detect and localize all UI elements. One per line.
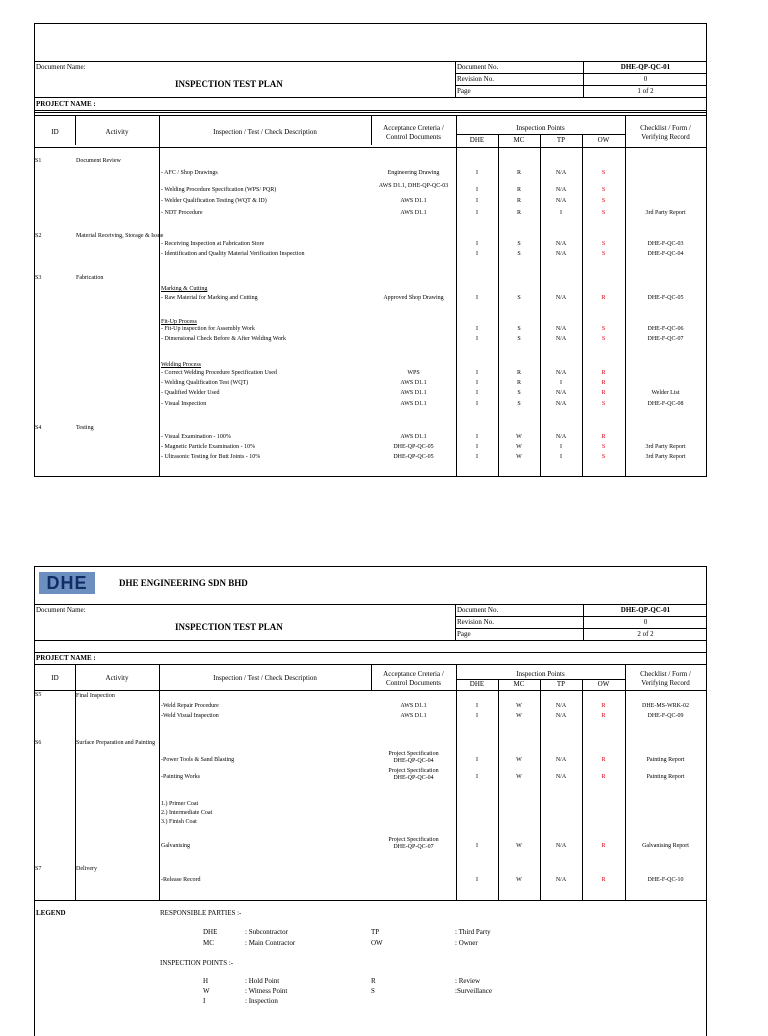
row-point-tp: N/A — [555, 326, 567, 332]
row-point-tp: N/A — [555, 774, 567, 780]
row-criteria: AWS D1.1 — [400, 210, 427, 216]
coat-item: 3.) Finish Coat — [161, 819, 197, 825]
row-point-mc: R — [516, 187, 521, 193]
row-description: - Magnetic Particle Examination - 10% — [161, 444, 256, 450]
row-point-dhe: I — [476, 401, 478, 407]
row-description: - Welding Qualification Test (WQT) — [161, 380, 249, 386]
legend-code: R — [371, 977, 376, 985]
row-point-dhe: I — [476, 454, 478, 460]
row-point-dhe: I — [476, 444, 478, 450]
row-point-mc: W — [516, 774, 522, 780]
row-description: -Power Tools & Sand Blasting — [161, 757, 235, 763]
legend-code: DHE — [203, 928, 218, 936]
row-description: - Visual Inspection — [161, 401, 207, 407]
section-activity: Document Review — [76, 158, 121, 164]
company-name: DHE ENGINEERING SDN BHD — [119, 578, 248, 588]
revision-number: 0 — [643, 618, 648, 626]
page-label: Page — [457, 87, 471, 95]
row-point-dhe: I — [476, 843, 478, 849]
row-point-ow: R — [601, 370, 606, 376]
row-record: DHE-F-QC-09 — [647, 713, 684, 719]
row-record: Painting Report — [646, 774, 685, 780]
row-point-tp: N/A — [555, 241, 567, 247]
legend-desc: : Third Party — [455, 928, 491, 936]
section-activity: Testing — [76, 425, 94, 431]
section-id: S1 — [35, 158, 42, 164]
row-criteria: AWS D1.1, DHE-QP-QC-03 — [378, 183, 449, 189]
project-name-label: PROJECT NAME : — [36, 654, 96, 662]
document-number-label: Document No. — [457, 63, 499, 71]
row-point-ow: R — [601, 295, 606, 301]
row-point-tp: N/A — [555, 713, 567, 719]
col-header-description: Inspection / Test / Check Description — [213, 674, 317, 682]
col-header-tp: TP — [556, 136, 566, 144]
row-point-tp: N/A — [555, 187, 567, 193]
row-point-tp: N/A — [555, 370, 567, 376]
row-record: DHE-F-QC-03 — [647, 241, 684, 247]
row-point-ow: S — [601, 187, 606, 193]
row-point-dhe: I — [476, 877, 478, 883]
row-point-dhe: I — [476, 198, 478, 204]
row-point-tp: N/A — [555, 434, 567, 440]
revision-label: Revision No. — [457, 75, 494, 83]
row-point-dhe: I — [476, 757, 478, 763]
row-point-mc: W — [516, 703, 522, 709]
row-criteria: Project Specification — [388, 751, 439, 757]
section-activity: Delivery — [76, 866, 97, 872]
row-point-tp: N/A — [555, 336, 567, 342]
row-criteria: DHE-QP-QC-04 — [393, 758, 434, 764]
row-record: 3rd Party Report — [645, 210, 686, 216]
row-point-ow: S — [601, 326, 606, 332]
row-description: - Qualified Welder Used — [161, 390, 220, 396]
row-point-dhe: I — [476, 703, 478, 709]
document-name-label: Document Name: — [36, 63, 86, 71]
company-logo: DHE — [39, 572, 95, 594]
row-point-dhe: I — [476, 241, 478, 247]
row-criteria: AWS D1.1 — [400, 401, 427, 407]
col-header-activity: Activity — [105, 674, 129, 682]
row-description: - Ultrasonic Testing for Butt Joints - 10% — [161, 454, 261, 460]
row-point-mc: S — [517, 390, 521, 396]
row-point-mc: W — [516, 454, 522, 460]
row-point-tp: N/A — [555, 295, 567, 301]
row-point-dhe: I — [476, 170, 478, 176]
row-point-mc: R — [516, 210, 521, 216]
col-header-mc: MC — [513, 136, 525, 144]
legend-code: MC — [203, 939, 214, 947]
row-point-ow: S — [601, 251, 606, 257]
row-criteria: AWS D1.1 — [400, 380, 427, 386]
row-point-dhe: I — [476, 187, 478, 193]
section-id: S2 — [35, 233, 42, 239]
row-point-ow: S — [601, 401, 606, 407]
row-record: DHE-MS-WRK-02 — [642, 703, 689, 709]
row-criteria: DHE-QP-QC-05 — [393, 444, 434, 450]
row-record: 3rd Party Report — [645, 444, 686, 450]
legend-desc: : Hold Point — [245, 977, 280, 985]
legend-desc: : Witness Point — [245, 987, 288, 995]
document-number: DHE-QP-QC-01 — [620, 63, 671, 71]
row-description: Galvanising — [161, 843, 190, 849]
col-header-activity: Activity — [105, 128, 129, 136]
col-header-dhe: DHE — [469, 680, 485, 688]
row-description: - Receiving Inspection at Fabrication Store — [161, 241, 265, 247]
row-point-tp: N/A — [555, 170, 567, 176]
legend-parties-title: RESPONSIBLE PARTIES :- — [160, 909, 242, 917]
section-id: S3 — [35, 275, 42, 281]
row-point-mc: R — [516, 198, 521, 204]
col-header-inspection-points: Inspection Points — [516, 670, 565, 678]
itp-sheet-page-2: DHE DHE ENGINEERING SDN BHD Document Name: INSPECTION TEST PLAN Document No. Revision No. Page DHE-QP-QC-01 0 2 of 2 PROJECT NAME : ID Activity Inspection / Test / Check Description Acceptance Creteria / Control Documents Inspection Points DHE MC TP OW Checklist / Form / Verifying Record S5 Final Inspection S6 Surface Preparation and Painting S7 Delivery 1.) Primer Coat 2.) Intermediate Coat 3.) Finish Coat -Weld Repair Procedure AWS D1.1 I W N/A R DHE-MS-WRK-02 -Weld Visual Inspection AWS D1.1 I W N/A R DHE-F-QC-09 -Power Tools & Sand Blasting Project Specification DHE-QP-QC-04 I W N/A R Painting Report -Painting Works Project Specification DHE-QP-QC-04 I W N/A R Painting Report Galvanising Project Specification DHE-QP-QC-07 I W N/A R Galvanising Report -Release Record I W N/A R DHE-F-QC-10 LEGEND RESPONSIBLE PARTIES :- DHE : Subcontractor TP : Third Party MC : Main Contractor OW : Owner INSPECTION POINTS :- H : Hold Point R : Review W : Witness Point S :Surveillance I : Inspection — [34, 566, 707, 1036]
row-criteria: AWS D1.1 — [400, 198, 427, 204]
section-id: S7 — [35, 866, 42, 872]
legend-desc: : Main Contractor — [245, 939, 296, 947]
row-point-mc: S — [517, 326, 521, 332]
row-point-dhe: I — [476, 713, 478, 719]
row-description: -Release Record — [161, 877, 201, 883]
row-criteria: DHE-QP-QC-05 — [393, 454, 434, 460]
row-point-tp: N/A — [555, 251, 567, 257]
row-record: DHE-F-QC-07 — [647, 336, 684, 342]
row-point-dhe: I — [476, 326, 478, 332]
row-record: DHE-F-QC-04 — [647, 251, 684, 257]
row-description: - NDT Procedure — [161, 210, 203, 216]
row-point-mc: R — [516, 170, 521, 176]
legend-points-title: INSPECTION POINTS :- — [160, 959, 234, 967]
row-point-mc: S — [517, 401, 521, 407]
row-record: Painting Report — [646, 757, 685, 763]
row-point-mc: W — [516, 757, 522, 763]
col-header-inspection-points: Inspection Points — [516, 124, 565, 132]
row-point-ow: S — [601, 241, 606, 247]
row-point-tp: N/A — [555, 401, 567, 407]
row-point-dhe: I — [476, 251, 478, 257]
row-point-ow: S — [601, 444, 606, 450]
row-point-dhe: I — [476, 295, 478, 301]
legend-code: W — [203, 987, 210, 995]
row-point-ow: S — [601, 454, 606, 460]
itp-sheet-page-1: Document Name: INSPECTION TEST PLAN Document No. Revision No. Page DHE-QP-QC-01 0 1 of 2 PROJECT NAME : ID Activity Inspection / Test / Check Description Acceptance Creteria / Control Documents Inspection Points DHE MC TP OW Checklist / Form / Verifying Record S1 Document Review S2 Material Receiving, Storage & Issue S3 Fabrication S4 Testing Marking & Cutting Fit-Up Process Welding Process - AFC / Shop Drawings Engineering Drawing I R N/A S - Welding Procedure Specification (WPS/ PQR) AWS D1.1, DHE-QP-QC-03 I R N/A S - Welder Qualification Testing (WQT & ID) AWS D1.1 I R N/A S - NDT Procedure AWS D1.1 I R I S 3rd Party Report - Receiving Inspection at Fabrication Store I S N/A S DHE-F-QC-03 - Identification and Quality Material Verification Inspection I S N/A S DHE-F-QC-04 - Raw Material for Marking and Cutting Approved Shop Drawing I S N/A R DHE-F-QC-05 - Fit-Up inspection for Assembly Work I S N/A S DHE-F-QC-06 - Dimensional Check Before & After Welding Work I S N/A S DHE-F-QC-07 - Correct Welding Procedure Specification Used WPS I R N/A R - Welding Qualification Test (WQT) AWS D1.1 I R I R - Qualified Welder Used AWS D1.1 I S N/A R Welder List - Visual Inspection AWS D1.1 I S N/A S DHE-F-QC-08 - Visual Examination - 100% AWS D1.1 I W N/A R - Magnetic Particle Examination - 10% DHE-QP-QC-05 I W I S 3rd Party Report - Ultrasonic Testing for Butt Joints - 10% DHE-QP-QC-05 I W I S 3rd Party Report — [34, 23, 707, 477]
coat-item: 2.) Intermediate Coat — [161, 810, 213, 816]
row-point-ow: R — [601, 390, 606, 396]
revision-label: Revision No. — [457, 618, 494, 626]
row-point-mc: S — [517, 295, 521, 301]
section-id: S4 — [35, 425, 42, 431]
section-activity: Surface Preparation and Painting — [76, 740, 156, 746]
row-record: 3rd Party Report — [645, 454, 686, 460]
col-header-description: Inspection / Test / Check Description — [213, 128, 317, 136]
row-point-tp: I — [560, 380, 562, 386]
col-header-ow: OW — [597, 136, 610, 144]
row-criteria: Project Specification — [388, 837, 439, 843]
row-point-mc: W — [516, 843, 522, 849]
page-number: 2 of 2 — [637, 630, 654, 638]
row-point-mc: R — [516, 380, 521, 386]
row-criteria: AWS D1.1 — [400, 390, 427, 396]
row-record: Galvanising Report — [642, 843, 689, 849]
row-point-tp: N/A — [555, 757, 567, 763]
col-header-id: ID — [51, 674, 59, 682]
col-header-record: Checklist / Form / — [640, 670, 691, 678]
row-point-dhe: I — [476, 210, 478, 216]
col-header-dhe: DHE — [469, 136, 485, 144]
page-number: 1 of 2 — [637, 87, 654, 95]
row-criteria: DHE-QP-QC-07 — [393, 844, 434, 850]
row-description: -Painting Works — [161, 774, 200, 780]
row-point-tp: N/A — [555, 877, 567, 883]
row-description: - Fit-Up inspection for Assembly Work — [161, 326, 255, 332]
legend-desc: : Subcontractor — [245, 928, 288, 936]
row-point-ow: R — [601, 774, 606, 780]
row-criteria: AWS D1.1 — [400, 434, 427, 440]
row-point-mc: W — [516, 877, 522, 883]
row-point-mc: R — [516, 370, 521, 376]
legend-code: S — [371, 987, 375, 995]
row-point-mc: S — [517, 241, 521, 247]
row-point-dhe: I — [476, 774, 478, 780]
row-description: - Identification and Quality Material Verification Inspection — [161, 251, 305, 257]
col-header-record: Checklist / Form / — [640, 124, 691, 132]
legend-code: OW — [371, 939, 383, 947]
row-description: - AFC / Shop Drawings — [161, 170, 218, 176]
row-record: DHE-F-QC-08 — [647, 401, 684, 407]
legend-code: TP — [371, 928, 380, 936]
section-activity: Final Inspection — [76, 693, 115, 699]
row-point-ow: R — [601, 757, 606, 763]
project-name-label: PROJECT NAME : — [36, 100, 96, 108]
document-title: INSPECTION TEST PLAN — [175, 79, 283, 89]
row-point-ow: R — [601, 843, 606, 849]
row-point-ow: R — [601, 703, 606, 709]
document-number: DHE-QP-QC-01 — [620, 606, 671, 614]
subhead: Welding Process — [161, 362, 202, 368]
subhead: Fit-Up Process — [161, 319, 197, 325]
row-point-dhe: I — [476, 370, 478, 376]
legend-desc: : Owner — [455, 939, 478, 947]
legend-code: H — [203, 977, 209, 985]
row-criteria: AWS D1.1 — [400, 713, 427, 719]
row-criteria: Engineering Drawing — [387, 170, 440, 176]
row-criteria: Project Specification — [388, 768, 439, 774]
row-point-ow: R — [601, 877, 606, 883]
row-point-tp: I — [560, 210, 562, 216]
row-point-ow: S — [601, 336, 606, 342]
legend-desc: :Surveillance — [455, 987, 492, 995]
section-activity: Fabrication — [76, 275, 104, 281]
row-criteria: Approved Shop Drawing — [383, 295, 444, 301]
row-description: - Welder Qualification Testing (WQT & ID) — [161, 198, 267, 204]
row-record: DHE-F-QC-10 — [647, 877, 684, 883]
row-point-dhe: I — [476, 336, 478, 342]
row-point-tp: I — [560, 454, 562, 460]
document-title: INSPECTION TEST PLAN — [175, 622, 283, 632]
row-point-tp: N/A — [555, 390, 567, 396]
legend-label: LEGEND — [36, 909, 66, 917]
row-point-tp: N/A — [555, 843, 567, 849]
row-criteria: DHE-QP-QC-04 — [393, 775, 434, 781]
row-point-tp: I — [560, 444, 562, 450]
row-point-dhe: I — [476, 434, 478, 440]
row-criteria: AWS D1.1 — [400, 703, 427, 709]
row-point-ow: R — [601, 434, 606, 440]
document-number-label: Document No. — [457, 606, 499, 614]
row-point-dhe: I — [476, 380, 478, 386]
row-criteria: WPS — [407, 370, 420, 376]
row-description: - Raw Material for Marking and Cutting — [161, 295, 258, 301]
row-record: Welder List — [651, 390, 680, 396]
page-label: Page — [457, 630, 471, 638]
subhead: Marking & Cutting — [161, 286, 208, 292]
row-description: -Weld Repair Procedure — [161, 703, 219, 709]
row-description: - Welding Procedure Specification (WPS/ PQR) — [161, 187, 277, 193]
row-point-ow: S — [601, 198, 606, 204]
row-point-dhe: I — [476, 390, 478, 396]
row-description: - Visual Examination - 100% — [161, 434, 231, 440]
row-point-ow: R — [601, 713, 606, 719]
col-header-ow: OW — [597, 680, 610, 688]
legend-desc: : Inspection — [245, 997, 278, 1005]
row-point-mc: W — [516, 713, 522, 719]
row-point-ow: R — [601, 380, 606, 386]
row-point-ow: S — [601, 170, 606, 176]
section-id: S5 — [35, 692, 42, 698]
row-description: - Correct Welding Procedure Specification Used — [161, 370, 277, 376]
row-point-mc: S — [517, 251, 521, 257]
col-header-criteria: Acceptance Creteria / — [383, 670, 444, 678]
row-point-mc: W — [516, 434, 522, 440]
row-point-tp: N/A — [555, 198, 567, 204]
row-point-ow: S — [601, 210, 606, 216]
row-record: DHE-F-QC-06 — [647, 326, 684, 332]
row-record: DHE-F-QC-05 — [647, 295, 684, 301]
row-point-tp: N/A — [555, 703, 567, 709]
section-id: S6 — [35, 740, 42, 746]
row-point-mc: W — [516, 444, 522, 450]
document-name-label: Document Name: — [36, 606, 86, 614]
section-activity: Material Receiving, Storage & Issue — [76, 233, 164, 239]
col-header-tp: TP — [556, 680, 566, 688]
legend-desc: : Review — [455, 977, 481, 985]
row-description: -Weld Visual Inspection — [161, 713, 219, 719]
coat-item: 1.) Primer Coat — [161, 801, 199, 807]
col-header-mc: MC — [513, 680, 525, 688]
row-description: - Dimensional Check Before & After Welding Work — [161, 336, 286, 342]
row-point-mc: S — [517, 336, 521, 342]
revision-number: 0 — [643, 75, 648, 83]
legend-code: I — [203, 997, 206, 1005]
col-header-id: ID — [51, 128, 59, 136]
col-header-criteria: Acceptance Creteria / — [383, 124, 444, 132]
